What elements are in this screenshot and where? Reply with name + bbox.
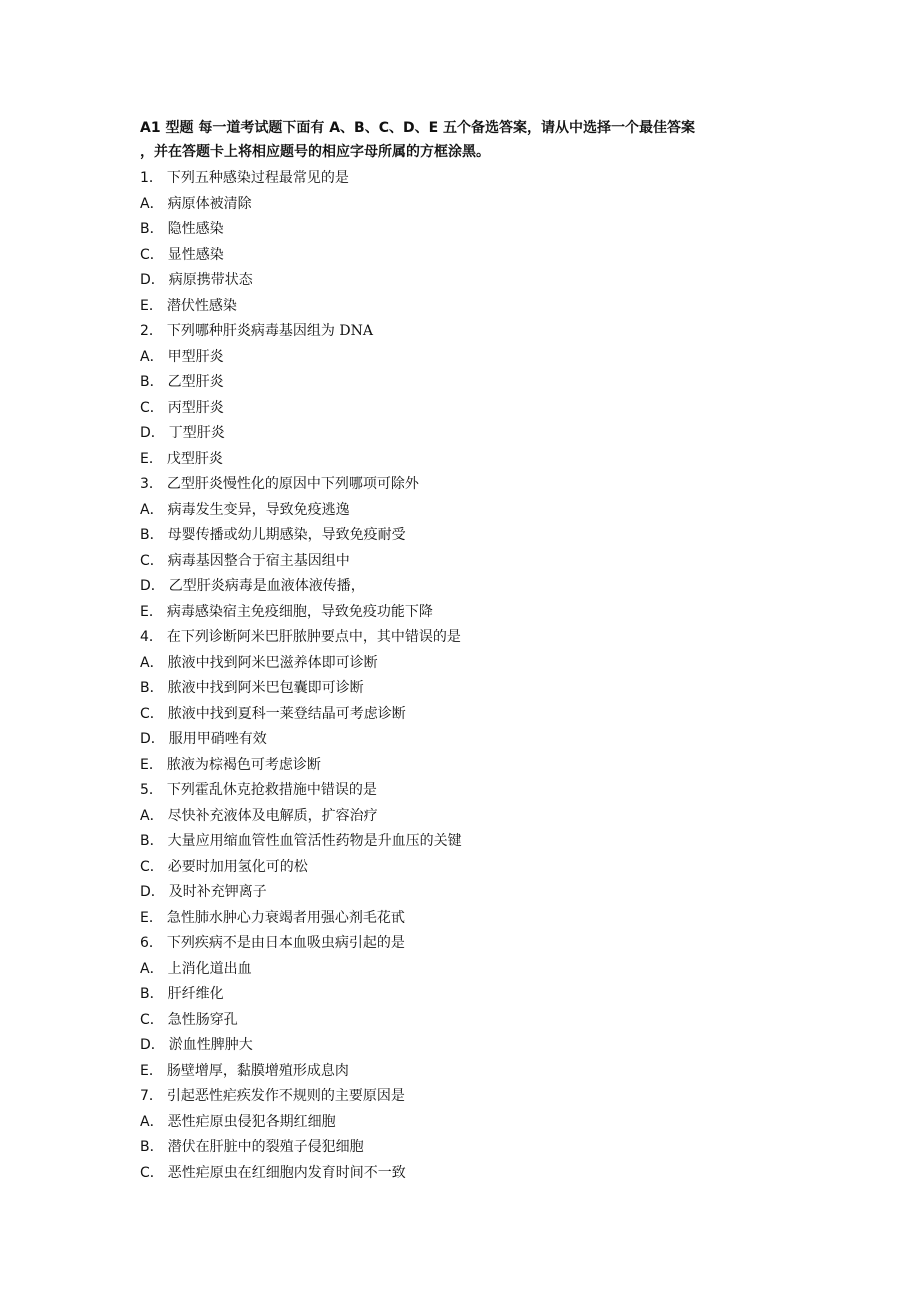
option-text: 乙型肝炎病毒是血液体液传播， [168, 578, 365, 594]
option-letter: E． [140, 909, 163, 926]
question-number: 1． [140, 170, 163, 186]
answer-option [140, 498, 800, 524]
option-letter: A． [140, 501, 164, 518]
option-text: 恶性疟原虫在红细胞内发育时间不一致 [167, 1164, 406, 1181]
question-stem [140, 931, 800, 957]
question-stem [140, 166, 800, 192]
question-text: 引起恶性疟疾发作不规则的主要原因是 [166, 1088, 405, 1104]
question-number: 3． [140, 476, 163, 492]
option-letter: B． [140, 1139, 164, 1155]
option-text: 病毒发生变异，导致免疫逃逸 [167, 501, 350, 518]
answer-option [140, 957, 800, 983]
answer-option [140, 523, 800, 549]
answer-option [140, 855, 800, 881]
option-letter: D． [140, 884, 165, 900]
question-text: 下列五种感染过程最常见的是 [166, 170, 349, 186]
option-letter: A． [140, 807, 164, 824]
answer-option [140, 651, 800, 677]
exam-page [140, 116, 800, 1186]
option-letter: C． [140, 1164, 164, 1181]
option-text: 服用甲硝唑有效 [168, 731, 267, 747]
option-letter: B． [140, 680, 164, 696]
option-letter: B． [140, 833, 164, 849]
question-stem [140, 778, 800, 804]
question-stem [140, 319, 800, 345]
question-number: 2． [140, 323, 163, 339]
option-letter: E． [140, 603, 163, 620]
option-letter: A． [140, 348, 164, 365]
option-text: 甲型肝炎 [167, 348, 224, 365]
answer-option [140, 370, 800, 396]
option-letter: A． [140, 960, 164, 977]
answer-option [140, 829, 800, 855]
question-number: 6． [140, 935, 163, 951]
question-text: 下列哪种肝炎病毒基因组为 DNA [166, 323, 373, 339]
option-text: 病原体被清除 [167, 195, 252, 212]
answer-option [140, 753, 800, 779]
answer-option [140, 396, 800, 422]
answer-option [140, 702, 800, 728]
answer-option [140, 727, 800, 753]
option-text: 淤血性脾肿大 [168, 1037, 253, 1053]
answer-option [140, 1161, 800, 1187]
question-text: 乙型肝炎慢性化的原因中下列哪项可除外 [166, 476, 419, 492]
option-text: 大量应用缩血管性血管活性药物是升血压的关键 [167, 833, 462, 849]
answer-option [140, 804, 800, 830]
option-text: 戊型肝炎 [166, 450, 223, 467]
instruction-line-1: A1 型题 每一道考试题下面有 A、B、C、D、E 五个备选答案，请从中选择一个最佳答案 [140, 120, 696, 136]
option-text: 急性肺水肿心力衰竭者用强心剂毛花甙 [166, 909, 405, 926]
option-text: 隐性感染 [167, 221, 224, 237]
answer-option [140, 294, 800, 320]
answer-option [140, 982, 800, 1008]
option-text: 肠壁增厚，黏膜增殖形成息肉 [166, 1062, 349, 1079]
answer-option [140, 676, 800, 702]
option-letter: C． [140, 705, 164, 722]
option-text: 潜伏在肝脏中的裂殖子侵犯细胞 [167, 1139, 364, 1155]
question-number: 7． [140, 1088, 163, 1104]
option-text: 恶性疟原虫侵犯各期红细胞 [167, 1113, 336, 1130]
answer-option [140, 447, 800, 473]
option-text: 病毒基因整合于宿主基因组中 [167, 552, 350, 569]
option-text: 急性肠穿孔 [167, 1011, 238, 1028]
option-text: 脓液中找到夏科一莱登结晶可考虑诊断 [167, 705, 406, 722]
answer-option [140, 345, 800, 371]
answer-option [140, 906, 800, 932]
option-letter: A． [140, 195, 164, 212]
answer-option [140, 1135, 800, 1161]
option-letter: D． [140, 1037, 165, 1053]
option-letter: C． [140, 552, 164, 569]
option-text: 尽快补充液体及电解质，扩容治疗 [167, 807, 378, 824]
answer-option [140, 421, 800, 447]
option-text: 病毒感染宿主免疫细胞，导致免疫功能下降 [166, 603, 433, 620]
question-number: 5． [140, 782, 163, 798]
question-text: 在下列诊断阿米巴肝脓肿要点中，其中错误的是 [166, 629, 461, 645]
question-number: 4． [140, 629, 163, 645]
question-list [140, 166, 800, 1186]
answer-option [140, 549, 800, 575]
option-text: 及时补充钾离子 [168, 884, 267, 900]
option-text: 丙型肝炎 [167, 399, 224, 416]
option-letter: E． [140, 1062, 163, 1079]
option-letter: C． [140, 246, 164, 263]
option-text: 乙型肝炎 [167, 374, 224, 390]
option-letter: E． [140, 297, 163, 314]
section-instruction [140, 116, 800, 164]
answer-option [140, 1110, 800, 1136]
answer-option [140, 1059, 800, 1085]
answer-option [140, 1033, 800, 1059]
option-text: 潜伏性感染 [166, 297, 237, 314]
option-text: 上消化道出血 [167, 960, 252, 977]
option-text: 脓液中找到阿米巴包囊即可诊断 [167, 680, 364, 696]
question-text: 下列疾病不是由日本血吸虫病引起的是 [166, 935, 405, 951]
question-stem [140, 1084, 800, 1110]
question-text: 下列霍乱休克抢救措施中错误的是 [166, 782, 377, 798]
answer-option [140, 574, 800, 600]
option-letter: C． [140, 1011, 164, 1028]
option-text: 显性感染 [167, 246, 224, 263]
option-letter: B． [140, 527, 164, 543]
option-letter: D． [140, 425, 165, 441]
question-stem [140, 472, 800, 498]
option-letter: D． [140, 731, 165, 747]
option-letter: B． [140, 986, 164, 1002]
option-letter: D． [140, 578, 165, 594]
option-letter: C． [140, 858, 164, 875]
option-text: 脓液为棕褐色可考虑诊断 [166, 756, 321, 773]
option-text: 脓液中找到阿米巴滋养体即可诊断 [167, 654, 378, 671]
instruction-line-2: ，并在答题卡上将相应题号的相应字母所属的方框涂黑。 [140, 144, 490, 160]
option-text: 母婴传播或幼儿期感染，导致免疫耐受 [167, 527, 406, 543]
option-text: 必要时加用氢化可的松 [167, 858, 308, 875]
option-letter: E． [140, 450, 163, 467]
answer-option [140, 1008, 800, 1034]
option-letter: A． [140, 654, 164, 671]
option-letter: C． [140, 399, 164, 416]
question-stem [140, 625, 800, 651]
option-letter: D． [140, 272, 165, 288]
option-text: 肝纤维化 [167, 986, 224, 1002]
answer-option [140, 217, 800, 243]
answer-option [140, 192, 800, 218]
option-text: 病原携带状态 [168, 272, 253, 288]
option-text: 丁型肝炎 [168, 425, 225, 441]
answer-option [140, 268, 800, 294]
option-letter: E． [140, 756, 163, 773]
option-letter: B． [140, 221, 164, 237]
answer-option [140, 243, 800, 269]
option-letter: A． [140, 1113, 164, 1130]
answer-option [140, 880, 800, 906]
answer-option [140, 600, 800, 626]
option-letter: B． [140, 374, 164, 390]
